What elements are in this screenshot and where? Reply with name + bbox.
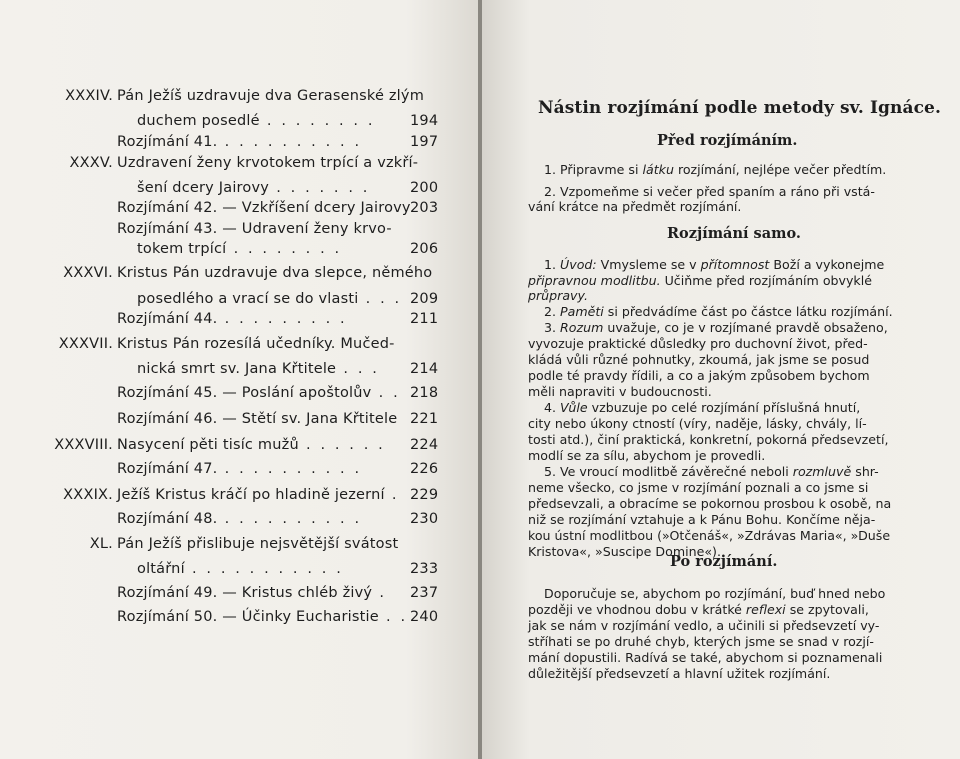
leader-dots: . . . . . . . . . . [217, 134, 362, 150]
toc-entry-title: oltářní [137, 561, 185, 577]
emphasis-text: Úvod: [560, 257, 597, 272]
body-text: mání dopustili. Radívá se také, abychom si poznamenali [528, 650, 883, 665]
body-text: city nebo úkony ctností (víry, naděje, lásky, chvály, lí- [528, 416, 867, 431]
toc-entry [65, 88, 425, 104]
emphasis-text: připravnou modlitbu. [528, 273, 661, 288]
chapter-number: XXXV. [69, 155, 113, 171]
toc-entry [117, 200, 411, 216]
text-line [544, 303, 893, 320]
toc-page-number: 214 [410, 361, 439, 377]
before-heading: Před rozjímáním. [657, 132, 798, 149]
toc-page-number: 226 [410, 461, 439, 477]
toc-entry [117, 221, 392, 237]
emphasis-text: reflexi [745, 602, 786, 617]
toc-entry [117, 609, 408, 625]
left-page [0, 0, 478, 759]
text-line [528, 495, 891, 512]
toc-entry [137, 113, 375, 129]
text-line [528, 287, 588, 304]
toc-entry-title: tokem trpící [137, 241, 227, 257]
during-heading: Rozjímání samo. [667, 225, 801, 242]
toc-page-number: 230 [410, 511, 439, 527]
toc-page-number: 229 [410, 487, 439, 503]
toc-page-number: 224 [410, 437, 439, 453]
toc-entry-title: šení dcery Jairovy [137, 180, 270, 196]
toc-entry [89, 536, 399, 552]
chapter-number: XXXVII. [58, 336, 113, 352]
text-line [528, 543, 721, 560]
toc-entry-title: Ježíš Kristus kráčí po hladině jezerní [117, 487, 385, 503]
leader-dots: . . . . . . . . . . [217, 461, 362, 477]
text-line [528, 431, 888, 448]
text-line [544, 399, 860, 416]
leader-dots: . . . . . . . . [226, 241, 342, 257]
leader-dots: . . . . . . . . . . . [184, 561, 344, 577]
text-line [544, 463, 879, 480]
toc-page-number: 237 [410, 585, 439, 601]
leader-dots: . . [371, 385, 401, 401]
toc-entry [117, 385, 400, 401]
body-text: vání krátce na předmět rozjímání. [528, 199, 742, 214]
chapter-number: XL. [89, 536, 113, 552]
text-line [528, 601, 869, 618]
body-text: kou ústní modlitbou (»Otčenáš«, »Zdrávas Maria«, »Duše [528, 528, 891, 543]
toc-entry-title: Rozjímání 42. — Vzkříšení dcery Jairovy [117, 200, 411, 216]
toc-entry [117, 311, 347, 327]
text-line [528, 447, 765, 464]
toc-entry-title: Rozjímání 48. [117, 511, 218, 527]
text-line [544, 585, 885, 602]
body-text: měli napraviti v budoucnosti. [528, 384, 712, 399]
body-text: Vmysleme se v [596, 257, 701, 272]
leader-dots: . . . . . . . . [259, 113, 376, 129]
leader-dots: . . . . . . [298, 437, 386, 453]
toc-entry [63, 487, 400, 503]
toc-page-number: 221 [410, 411, 439, 427]
text-line [528, 511, 875, 528]
body-text: vzbuzuje po celé rozjímání příslušná hnutí, [587, 400, 861, 415]
page-title: Nástin rozjímání podle metody sv. Ignáce. [538, 98, 941, 118]
body-text: předsevzali, a obracíme se pokornou prosbou k osobě, na [528, 496, 892, 511]
body-text: Doporučuje se, abychom po rozjímání, buď hned nebo [544, 586, 886, 601]
toc-page-number: 240 [410, 609, 439, 625]
toc-page-number: 200 [410, 180, 439, 196]
toc-page-number: 211 [410, 311, 439, 327]
chapter-number: XXXIX. [63, 487, 113, 503]
toc-page-number: 194 [410, 113, 439, 129]
toc-entry [117, 411, 397, 427]
leader-dots: . . . . . . . . . . [217, 511, 362, 527]
toc-entry-title: Nasycení pěti tisíc mužů [117, 437, 299, 453]
body-text: neme všecko, co jsme v rozjímání poznali a co jsme si [528, 480, 869, 495]
table-of-contents [0, 0, 478, 759]
body-text: stříhati se po druhé chyb, kterých jsme se snad v rozjí- [528, 634, 874, 649]
toc-entry-title: Rozjímání 43. — Udravení ženy krvo- [117, 221, 392, 237]
toc-entry-title: Rozjímání 47. [117, 461, 218, 477]
toc-entry-title: Kristus Pán uzdravuje dva slepce, němého [117, 265, 433, 281]
body-text: rozjímání, nejlépe večer předtím. [673, 162, 887, 177]
body-text: shr- [851, 464, 879, 479]
text-line [528, 351, 869, 368]
body-text: později ve vhodnou dobu v krátké [528, 602, 746, 617]
body-text: niž se rozjímání vztahuje a k Pánu Bohu. Končíme něja- [528, 512, 876, 527]
text-line [528, 649, 882, 666]
toc-entry-title: Pán Ježíš uzdravuje dva Gerasenské zlým [117, 88, 425, 104]
toc-entry-title: nická smrt sv. Jana Křtitele [137, 361, 337, 377]
emphasis-text: Paměti [560, 304, 604, 319]
chapter-number: XXXVIII. [54, 437, 113, 453]
body-text: kládá vůli různé pohnutky, zkoumá, jak jsme se posud [528, 352, 870, 367]
toc-entry-title: Rozjímání 44. [117, 311, 218, 327]
after-heading: Po rozjímání. [670, 553, 778, 570]
toc-entry [63, 265, 433, 281]
leader-dots: . . . . . . . [269, 180, 370, 196]
emphasis-text: rozmluvě [792, 464, 852, 479]
text-line [528, 383, 712, 400]
toc-entry-title: Kristus Pán rozesílá učedníky. Mučed- [117, 336, 395, 352]
toc-entry [137, 241, 342, 257]
body-text: se zpytovali, [785, 602, 869, 617]
toc-page-number: 206 [410, 241, 439, 257]
body-text: 4. [544, 400, 561, 415]
toc-entry [137, 180, 370, 196]
text-line [528, 335, 868, 352]
leader-dots: . [384, 487, 400, 503]
toc-entry-title: Rozjímání 41. [117, 134, 218, 150]
toc-entry [137, 361, 379, 377]
toc-entry-title: Pán Ježíš přislibuje nejsvětější svátost [117, 536, 399, 552]
text-line [528, 479, 868, 496]
body-text: 1. Připravme si [544, 162, 643, 177]
body-text: jak se nám v rozjímání vedlo, a učinili si předsevzetí vy- [528, 618, 880, 633]
toc-entry [117, 461, 362, 477]
leader-dots: . . . [358, 291, 402, 307]
leader-dots: . . [378, 609, 408, 625]
body-text: podle té pravdy řídili, a co a jakým způsobem bychom [528, 368, 870, 383]
leader-dots: . . . . . . . . . [217, 311, 348, 327]
body-text: Boží a vykonejme [769, 257, 885, 272]
chapter-number: XXXIV. [65, 88, 113, 104]
body-text: Učiňme před rozjímáním obvyklé [660, 273, 872, 288]
toc-entry [58, 336, 395, 352]
text-line [528, 633, 874, 650]
toc-page-number: 209 [410, 291, 439, 307]
body-text: 5. Ve vroucí modlitbě závěrečné neboli [544, 464, 793, 479]
toc-entry [54, 437, 386, 453]
toc-entry [137, 291, 402, 307]
body-text: 2. Vzpomeňme si večer před spaním a ráno při vstá- [544, 184, 875, 199]
leader-dots: . [372, 585, 387, 601]
toc-entry [69, 155, 419, 171]
text-line [528, 617, 879, 634]
text-line [544, 319, 888, 336]
toc-page-number: 197 [410, 134, 439, 150]
chapter-number: XXXVI. [63, 265, 113, 281]
emphasis-text: průpravy. [528, 288, 588, 303]
emphasis-text: Rozum [560, 320, 604, 335]
text-line [528, 665, 830, 682]
body-text: vyvozuje praktické důsledky pro duchovní život, před- [528, 336, 868, 351]
body-text: 3. [544, 320, 561, 335]
text-line [544, 161, 886, 178]
toc-entry [117, 585, 387, 601]
toc-entry-title: Rozjímání 49. — Kristus chléb živý [117, 585, 373, 601]
body-text: 2. [544, 304, 561, 319]
text-line [528, 527, 890, 544]
toc-entry-title: Rozjímání 50. — Účinky Eucharistie [117, 609, 379, 625]
toc-entry-title: Rozjímání 46. — Stětí sv. Jana Křtitele [117, 411, 398, 427]
toc-entry [117, 134, 362, 150]
body-text: tosti atd.), činí praktická, konkretní, pokorná předsevzetí, [528, 432, 889, 447]
toc-page-number: 203 [410, 200, 439, 216]
toc-page-number: 233 [410, 561, 439, 577]
leader-dots: . . . [336, 361, 380, 377]
emphasis-text: Vůle [560, 400, 588, 415]
text-line [528, 367, 870, 384]
body-text: Kristova«, »Suscipe Domine«). [528, 544, 721, 559]
toc-entry-title: duchem posedlé [137, 113, 260, 129]
toc-entry-title: Uzdravení ženy krvotokem trpící a vzkří- [117, 155, 419, 171]
body-text: 1. [544, 257, 561, 272]
toc-page-number: 218 [410, 385, 439, 401]
toc-entry [117, 511, 362, 527]
text-line [528, 415, 867, 432]
toc-entry-title: posedlého a vrací se do vlasti [137, 291, 359, 307]
body-text: modlí se za sílu, abychom je provedli. [528, 448, 766, 463]
body-text: důležitější předsevzetí a hlavní užitek rozjímání. [528, 666, 831, 681]
toc-entry [137, 561, 343, 577]
meditation-outline [482, 0, 960, 759]
body-text: uvažuje, co je v rozjímané pravdě obsaženo, [603, 320, 888, 335]
emphasis-text: látku [642, 162, 674, 177]
right-page [482, 0, 960, 759]
body-text: si předvádíme část po částce látku rozjímání. [603, 304, 893, 319]
text-line [544, 256, 884, 273]
toc-entry-title: Rozjímání 45. — Poslání apoštolův [117, 385, 372, 401]
text-line [528, 198, 741, 215]
emphasis-text: přítomnost [700, 257, 770, 272]
